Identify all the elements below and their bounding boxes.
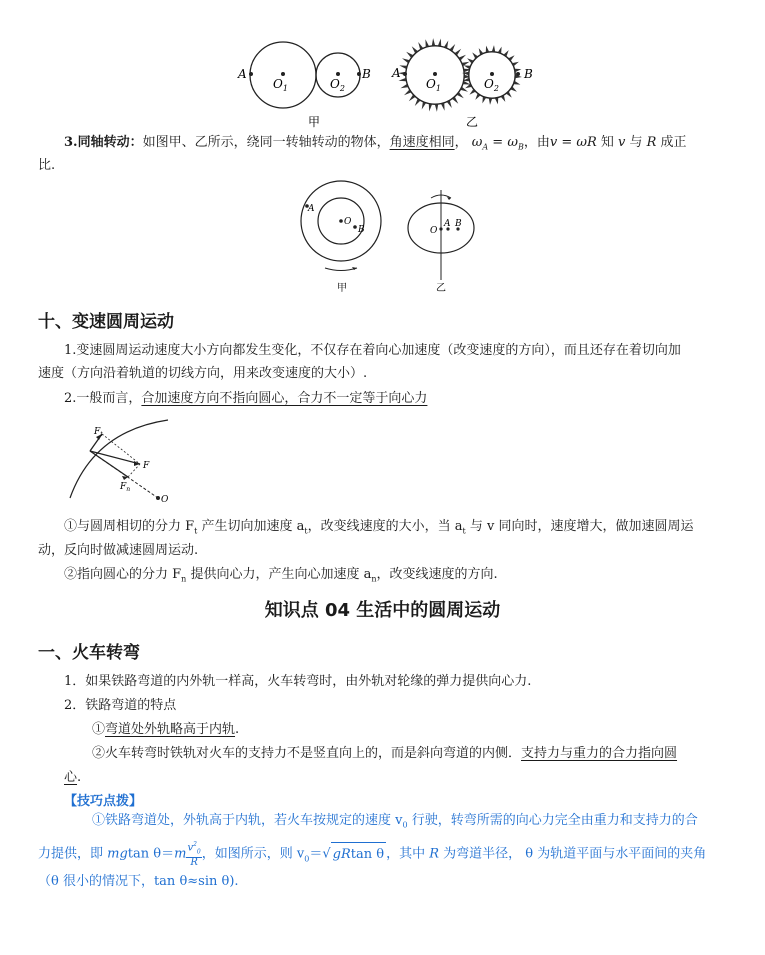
- label-o-axis: O: [430, 226, 438, 236]
- coaxial-figure: [295, 176, 485, 296]
- force-figure: [64, 416, 179, 506]
- sqrt-body: gRtan θ: [331, 842, 386, 867]
- label-b-yi: B: [524, 67, 533, 81]
- tips-line2: 力提供，即 mgtan θ＝m $\frac{v^2_0}{R}$ ，如图所示，则 $v_0=√$ gRtan θ ，其中 R 为弯道半径， θ 为轨道平面与水平面间的夹角: [38, 841, 707, 869]
- train-p4: ②火车转弯时铁轨对火车的支持力不是竖直向上的，而是斜向弯道的内侧．支持力与重力的合力指向圆: [92, 746, 678, 761]
- section10-p3e: 动，反向时做减速圆周运动.: [38, 543, 199, 558]
- section-title-variable-circular: 十、变速圆周运动: [38, 312, 174, 332]
- knowledge-point-title: 知识点 04 生活中的圆周运动: [264, 600, 501, 621]
- label-b-axis: B: [455, 219, 462, 229]
- train-p1: 1．如果铁路弯道的内外轨一样高，火车转弯时，由外轨对轮缘的弹力提供向心力.: [64, 674, 532, 689]
- coaxial-paragraph: 3.同轴转动：如图甲、乙所示，绕同一转轴转动的物体，角速度相同， $\omega_A = \omega_B$，由v = ωR 知 v 与 R 成正: [64, 135, 687, 152]
- label-o-coax: O: [344, 217, 352, 227]
- label-a-coax: A: [308, 204, 315, 214]
- label-o1-jia: $O_1$: [273, 77, 288, 93]
- label-a-axis: A: [444, 219, 451, 229]
- section10-p2: 2.一般而言，合加速度方向不指向圆心，合力不一定等于向心力: [64, 391, 428, 406]
- train-p4-end: 心.: [64, 770, 82, 785]
- caption-jia: 甲: [308, 115, 321, 129]
- label-o1-yi: $O_1$: [426, 77, 441, 93]
- caption-yi-coax: 乙: [436, 283, 446, 294]
- section10-p3: ①与圆周相切的分力 $F_t$ 产生切向加速度 $a_t$，改变线速度的大小，当 $a_t$ 与 v 同向时，速度增大，做加速圆周运: [64, 519, 694, 536]
- section-title-train-turning: 一、火车转弯: [38, 643, 140, 663]
- label-o2-jia: $O_2$: [330, 77, 345, 93]
- centripetal-fraction: $\frac{v^2_0}{R}$: [187, 841, 201, 869]
- tips-line1: ①铁路弯道处，外轨高于内轨，若火车按规定的速度 $v_0$ 行驶，转弯所需的向心力完全由重力和支持力的合: [92, 813, 698, 830]
- label-ft: $F_t$: [94, 427, 103, 438]
- label-o-force: O: [161, 495, 169, 505]
- label-f: F: [143, 461, 150, 471]
- label-o2-yi: $O_2$: [484, 77, 499, 93]
- caption-jia-coax: 甲: [337, 283, 347, 294]
- section10-p1b: 速度（方向沿着轨道的切线方向，用来改变速度的大小）.: [38, 366, 368, 381]
- label-b-jia: B: [362, 67, 371, 81]
- label-a-yi: A: [392, 66, 401, 80]
- section10-p4: ②指向圆心的分力 $F_n$ 提供向心力，产生向心加速度 $a_n$，改变线速度的方向.: [64, 567, 498, 584]
- tips-title: 【技巧点拨】: [64, 794, 143, 809]
- train-p2: 2．铁路弯道的特点: [64, 698, 177, 713]
- label-a-jia: A: [238, 67, 247, 81]
- section10-p1a: 1.变速圆周运动速度大小方向都发生变化，不仅存在着向心加速度（改变速度的方向），而且还存在着切向加: [64, 343, 681, 358]
- coaxial-paragraph-end: 比.: [38, 158, 56, 173]
- label-b-coax: B: [358, 225, 365, 235]
- sqrt-sign: √: [322, 846, 331, 862]
- label-fn: $F_n$: [120, 482, 131, 493]
- train-p3: ①弯道处外轨略高于内轨.: [92, 722, 240, 737]
- gear-figure: [228, 30, 548, 130]
- tips-line3: （θ 很小的情况下，tan θ≈sin θ).: [38, 874, 239, 889]
- caption-yi: 乙: [466, 115, 479, 129]
